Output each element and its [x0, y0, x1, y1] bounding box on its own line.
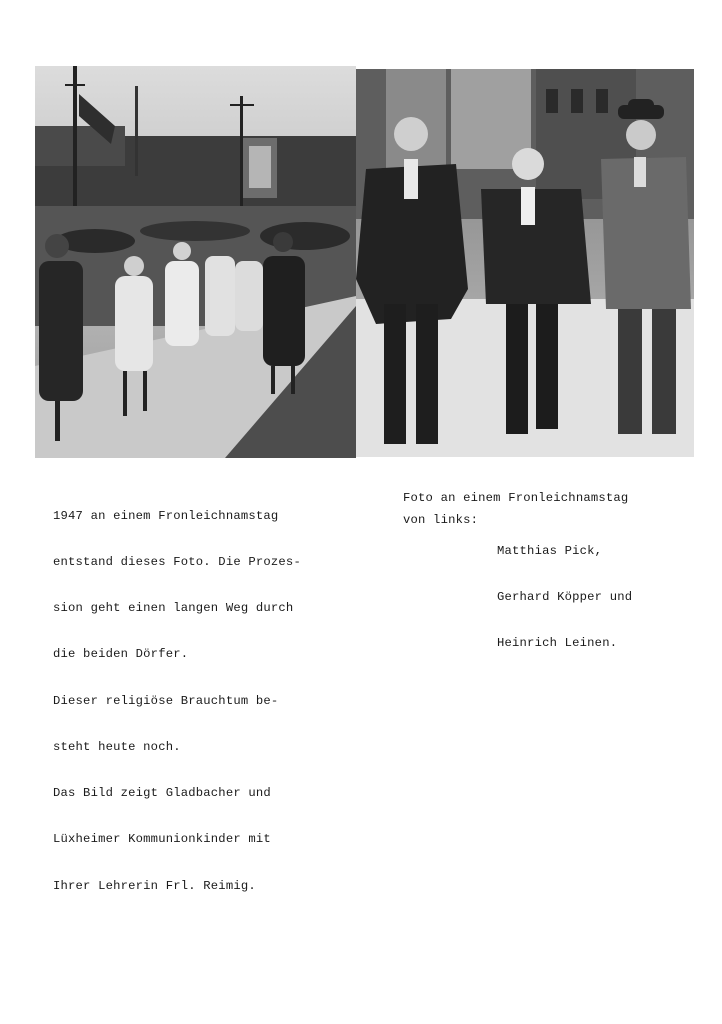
credit-name: Gerhard Köpper und	[497, 590, 633, 605]
caption-line: steht heute noch.	[53, 739, 181, 754]
caption-line: 1947 an einem Fronleichnamstag	[53, 508, 279, 523]
caption-line: Das Bild zeigt Gladbacher und	[53, 786, 271, 801]
caption-line: sion geht einen langen Weg durch	[53, 601, 294, 616]
credit-label: von links:	[403, 513, 479, 527]
caption-line: Lüxheimer Kommunionkinder mit	[53, 832, 271, 847]
caption-three-men-credit	[403, 513, 633, 651]
caption-three-men-title: Foto an einem Fronleichnamstag	[403, 491, 629, 505]
credit-name: Matthias Pick,	[497, 543, 603, 558]
caption-line: die beiden Dörfer.	[53, 647, 189, 662]
caption-line: Dieser religiöse Brauchtum be-	[53, 693, 279, 708]
credit-name: Heinrich Leinen.	[497, 636, 618, 651]
caption-procession	[53, 478, 301, 925]
procession-photo	[35, 66, 356, 458]
caption-line: Ihrer Lehrerin Frl. Reimig.	[53, 878, 256, 893]
three-men-photo	[356, 69, 694, 457]
credit-names	[497, 513, 632, 682]
caption-line: entstand dieses Foto. Die Prozes-	[53, 555, 301, 570]
